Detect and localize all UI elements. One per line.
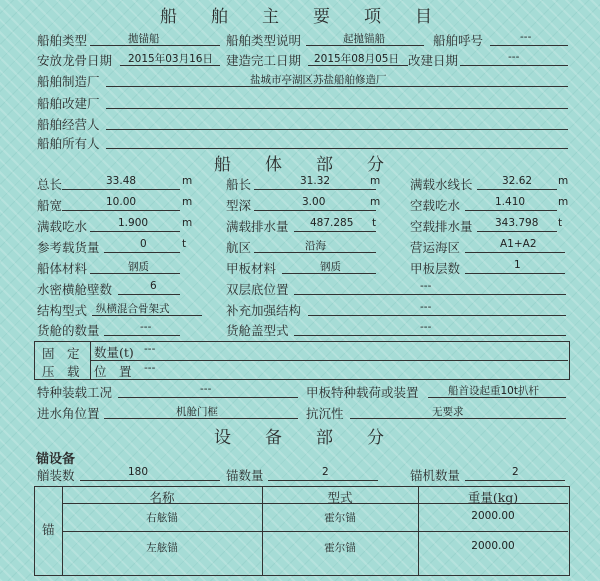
col-header-weight: 重量(kg) [467, 490, 519, 505]
ballast-pos-value: --- [144, 362, 156, 374]
sink-value: 无要求 [432, 406, 464, 418]
rebuild-date-label: 改建日期 [408, 53, 459, 68]
wl-unit: m [558, 175, 569, 187]
anchor-heading: 锚设备 [36, 452, 76, 467]
build-date-label: 建造完工日期 [226, 53, 302, 68]
deck-load-value: 船首设起重10t扒杆 [448, 385, 539, 397]
full-draft-unit: m [182, 217, 193, 229]
depth-unit: m [370, 196, 381, 208]
holds-value: --- [140, 321, 152, 333]
beam-label: 船宽 [37, 198, 63, 213]
call-sign-label: 船舶呼号 [433, 33, 484, 48]
wl-label: 满载水线长 [410, 177, 473, 192]
material-value: 钢质 [128, 261, 149, 273]
ship-type-label: 船舶类型 [37, 33, 88, 48]
double-bottom-label: 双层底位置 [226, 282, 289, 297]
full-disp-label: 满载排水量 [226, 219, 289, 234]
sink-label: 抗沉性 [306, 406, 344, 421]
holds-label: 货舱的数量 [37, 323, 100, 338]
full-draft-label: 满载吃水 [37, 219, 88, 234]
section-title-equipment: 设 备 部 分 [214, 428, 384, 448]
builder-label: 船舶制造厂 [37, 74, 100, 89]
deck-material-value: 钢质 [320, 261, 341, 273]
col-header-name: 名称 [149, 490, 175, 505]
wl-value: 32.62 [502, 175, 533, 187]
bow-anchors-value: 180 [128, 466, 149, 478]
row-2-weight: 2000.00 [471, 540, 515, 552]
windlass-label: 锚机数量 [410, 468, 461, 483]
call-sign-value: --- [520, 31, 532, 43]
row-2-type: 霍尔锚 [324, 542, 356, 554]
flood-label: 进水角位置 [37, 406, 100, 421]
section-title-main: 船 舶 主 要 项 目 [160, 7, 432, 27]
depth-value: 3.00 [302, 196, 326, 208]
row-2-name: 左舷锚 [146, 542, 178, 554]
light-disp-unit: t [558, 217, 563, 229]
builder-value: 盐城市亭湖区苏盐船舶修造厂 [250, 74, 387, 86]
cargo-unit: t [182, 238, 187, 250]
rebuilder-label: 船舶改建厂 [37, 96, 100, 111]
build-date-value: 2015年08月05日 [314, 53, 399, 65]
light-draft-value: 1.410 [495, 196, 526, 208]
op-area-value: A1+A2 [500, 238, 537, 250]
deck-load-label: 甲板特种载荷或装置 [306, 385, 419, 400]
col-header-type: 型式 [327, 490, 353, 505]
owner-label: 船舶所有人 [37, 136, 100, 151]
section-title-hull: 船 体 部 分 [214, 155, 384, 175]
ballast-label-1: 固 定 [42, 346, 80, 361]
hatch-value: --- [420, 321, 432, 333]
cargo-label: 参考载货量 [37, 240, 100, 255]
loa-value: 33.48 [106, 175, 137, 187]
deck-layers-value: 1 [514, 259, 521, 271]
op-area-label: 营运海区 [410, 240, 461, 255]
reinforce-value: --- [420, 301, 432, 313]
flood-value: 机舱门框 [176, 406, 218, 418]
bow-anchors-label: 艏装数 [37, 468, 75, 483]
operator-label: 船舶经营人 [37, 117, 100, 132]
ballast-pos-label: 位 置 [94, 364, 132, 379]
nav-area-value: 沿海 [305, 240, 326, 252]
ship-type-value: 拋锚船 [128, 33, 160, 45]
structure-label: 结构型式 [37, 303, 88, 318]
loa-unit: m [182, 175, 193, 187]
anchor-side-label: 锚 [42, 522, 55, 537]
full-disp-unit: t [372, 217, 377, 229]
nav-area-label: 航区 [226, 240, 252, 255]
ballast-qty-label: 数量(t) [94, 345, 134, 360]
bulkheads-label: 水密横舱壁数 [37, 282, 113, 297]
keel-date-label: 安放龙骨日期 [37, 53, 113, 68]
depth-label: 型深 [226, 198, 252, 213]
light-disp-value: 343.798 [495, 217, 539, 229]
lpp-label: 船长 [226, 177, 252, 192]
deck-material-label: 甲板材料 [226, 261, 277, 276]
double-bottom-value: --- [420, 280, 432, 292]
lpp-unit: m [370, 175, 381, 187]
reinforce-label: 补充加强结构 [226, 303, 302, 318]
ballast-qty-value: --- [144, 343, 156, 355]
beam-unit: m [182, 196, 193, 208]
type-desc-value: 起拋锚船 [343, 33, 385, 45]
loa-label: 总长 [37, 177, 63, 192]
lpp-value: 31.32 [300, 175, 331, 187]
keel-date-value: 2015年03月16日 [128, 53, 213, 65]
windlass-value: 2 [512, 466, 519, 478]
bulkheads-value: 6 [150, 280, 157, 292]
material-label: 船体材料 [37, 261, 88, 276]
full-disp-value: 487.285 [310, 217, 354, 229]
row-1-name: 右舷锚 [146, 512, 178, 524]
light-draft-label: 空载吃水 [410, 198, 461, 213]
anchor-count-value: 2 [322, 466, 329, 478]
hatch-label: 货舱盖型式 [226, 323, 289, 338]
rebuild-date-value: --- [508, 51, 520, 63]
row-1-type: 霍尔锚 [324, 512, 356, 524]
type-desc-label: 船舶类型说明 [226, 33, 302, 48]
special-value: --- [200, 383, 212, 395]
ballast-label-2: 压 载 [42, 364, 80, 379]
full-draft-value: 1.900 [118, 217, 149, 229]
anchor-count-label: 锚数量 [226, 468, 264, 483]
beam-value: 10.00 [106, 196, 137, 208]
light-draft-unit: m [558, 196, 569, 208]
structure-value: 纵横混合骨架式 [96, 303, 170, 315]
light-disp-label: 空载排水量 [410, 219, 473, 234]
deck-layers-label: 甲板层数 [410, 261, 461, 276]
cargo-value: 0 [140, 238, 147, 250]
special-label: 特种装载工况 [37, 385, 113, 400]
row-1-weight: 2000.00 [471, 510, 515, 522]
